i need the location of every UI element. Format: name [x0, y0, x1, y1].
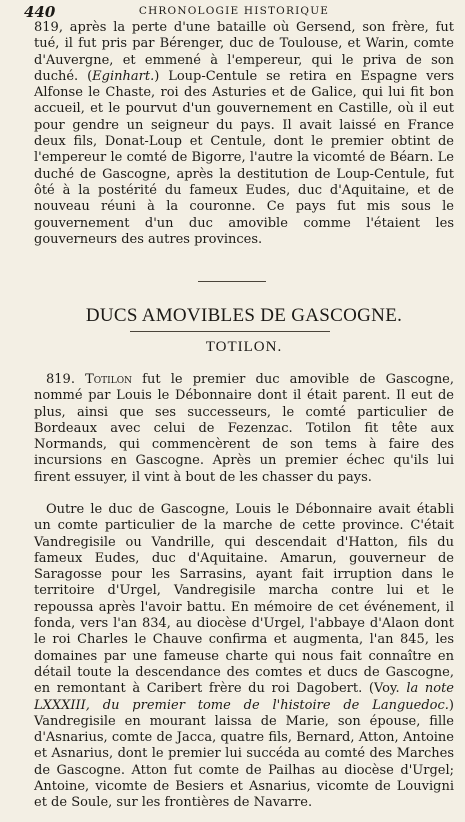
- citation-languedoc-note: la note LXXXIII, du premier tome de l'histoire de Languedoc.: [34, 681, 454, 713]
- paragraph-totilon-year: 819.: [46, 372, 86, 387]
- page-header: [24, 3, 439, 21]
- paragraph-intro-text-2: ) Loup-Centule se retira en Espagne vers Alfonse le Chaste, roi des Asturies et de Galice, qui lui fit bon accueil, et le pourvut d'un gouvernement en Castille, où il eut pour gendre un seigneur du pays. Il avait laissé en France deux fils, Donat-Loup et Centule, dont le premier obtint de l'empereur le comté de Bigorre, l'autre la vicomté de Béarn. Le duché de Gascogne, après la destitution de Loup-Centule, fut ôté à la postérité du fameux Eudes, duc d'Aquitaine, et de nouveau réuni à la couronne. Ce pays fut mis sous le gouvernement d'un duc amovible comme l'étaient les gouverneurs des autres provinces.: [34, 68, 454, 247]
- citation-eginhart: Eginhart.: [92, 68, 155, 84]
- paragraph-vandregisile-text-2: ) Vandregisile en mourant laissa de Marie, son épouse, fille d'Asnarius, comte de Jacca, quatre fils, Bernard, Atton, Antoine et Asnarius, dont le premier lui succéda au comté des Marches de Gascogne. Atton fut comte de Pailhas au diocèse d'Urgel; Antoine, vicomte de Besiers et Asnarius, vicomte de Louvigni et de Soule, sur les frontières de Navarre.: [34, 697, 454, 811]
- paragraph-totilon-name: Totilon: [85, 372, 132, 387]
- running-head: CHRONOLOGIE HISTORIQUE: [138, 5, 330, 17]
- paragraph-intro-text-1: 819, après la perte d'une bataille où Gersend, son frère, fut tué, il fut pris par Bérenger, duc de Toulouse, et Warin, comte d'Auvergne, et emmené à l'empereur, qui le priva de son duché. (: [34, 20, 454, 84]
- paragraph-totilon: [34, 372, 454, 486]
- paragraph-intro: [34, 20, 454, 248]
- paragraph-totilon-text: fut le premier duc amovible de Gascogne, nommé par Louis le Débonnaire dont il était parent. Il eut de plus, ainsi que ses successeurs, le comté particulier de Bordeaux avec celui de Fezenzac. Totilon fit tête aux Normands, qui commencèrent de son tems à faire des incursions en Gascogne. Après un premier échec qu'ils lui firent essuyer, il vint à bout de les chasser du pays.: [34, 372, 455, 485]
- separator-rule: [198, 281, 266, 282]
- section-title-rule: [130, 331, 330, 332]
- paragraph-vandregisile-text-1: Outre le duc de Gascogne, Louis le Débonnaire avait établi un comte particulier de la marche de cette province. C'était Vandregisile ou Vandrille, qui descendait d'Hatton, fils du fameux Eudes, duc d'Aquitaine. Amarun, gouverneur de Saragosse pour les Sarrasins, ayant fait irruption dans le territoire d'Urgel, Vandregisile marcha contre lui et le repoussa après l'avoir battu. En mémoire de cet événement, il fonda, vers l'an 834, au diocèse d'Urgel, l'abbaye d'Alaon dont le roi Charles le Chauve confirma et augmenta, l'an 845, les domaines par une fameuse charte qui nous fait connaître en détail toute la descendance des comtes et ducs de Gascogne, en remontant à Caribert frère du roi Dagobert. (Voy.: [34, 502, 454, 697]
- section-subtitle: TOTILON.: [205, 339, 283, 355]
- section-title: DUCS AMOVIBLES DE GASCOGNE.: [85, 305, 403, 326]
- paragraph-vandregisile: [34, 502, 454, 812]
- page-number: 440: [24, 3, 56, 21]
